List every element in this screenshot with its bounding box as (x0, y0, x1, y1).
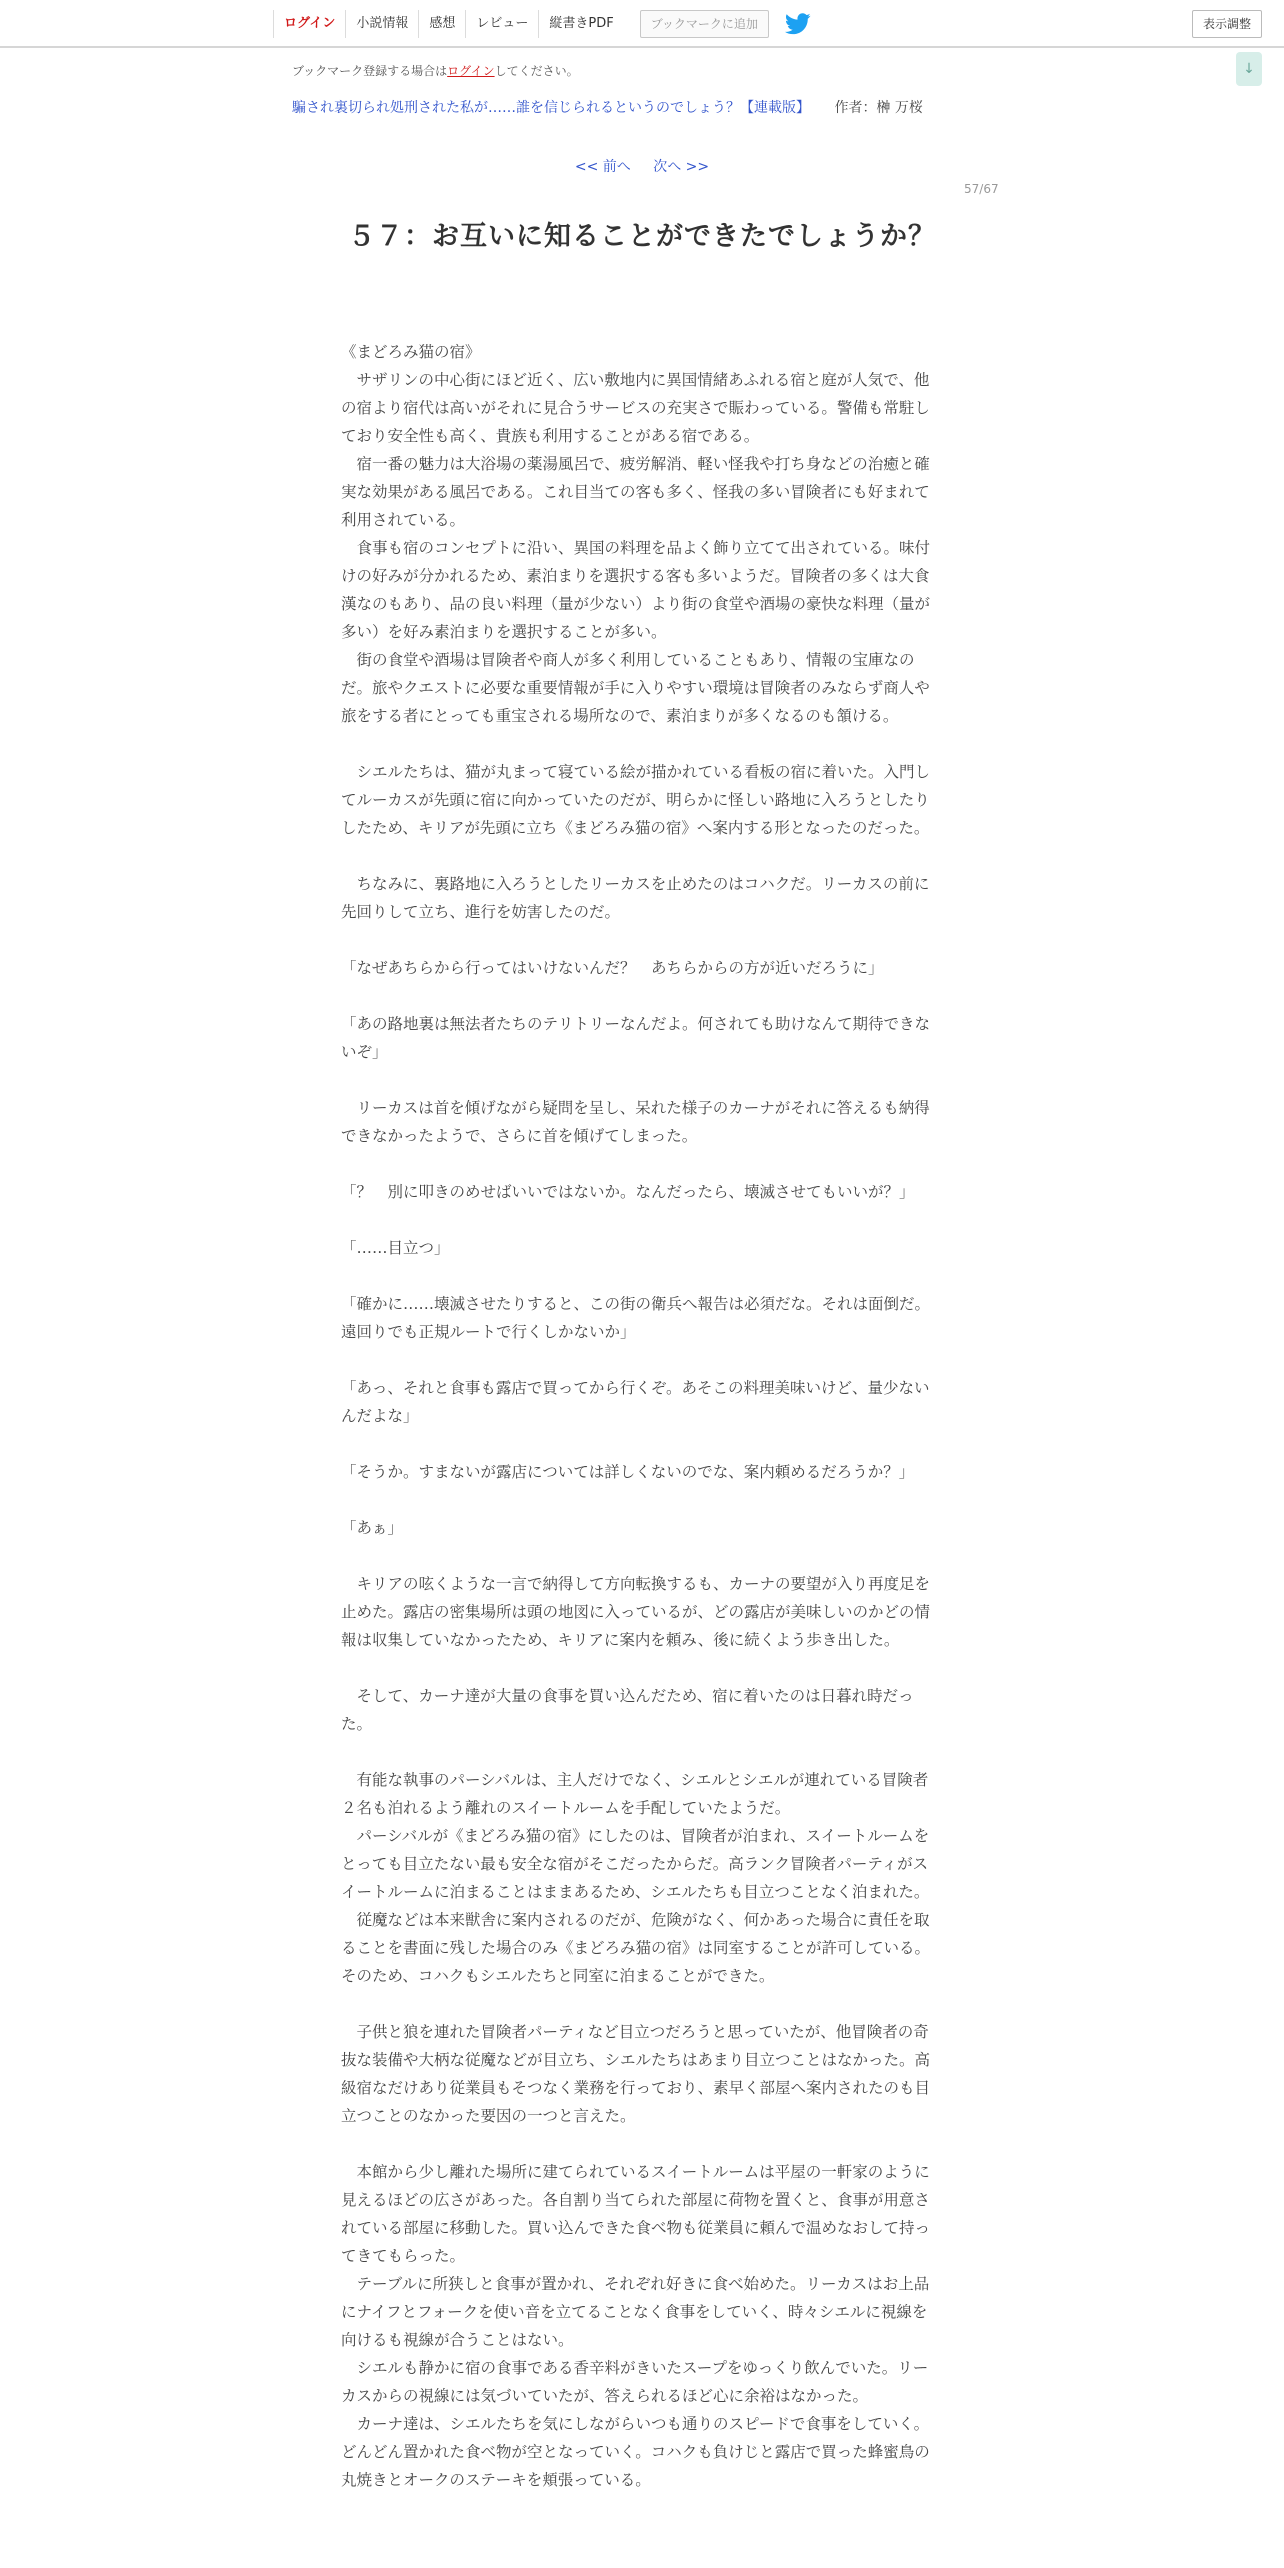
blank-line (341, 730, 941, 758)
notice-login-link[interactable]: ログイン (447, 64, 495, 78)
body-paragraph: シエルたちは、猫が丸まって寝ている絵が描かれている看板の宿に着いた。入門してルーカスが先頭に宿に向かっていたのだが、明らかに怪しい路地に入ろうとしたりしたため、キリアが先頭に立ち《まどろみ猫の宿》へ案内する形となったのだった。 (341, 763, 931, 837)
body-paragraph: キリアの呟くような一言で納得して方向転換するも、カーナの要望が入り再度足を止めた。露店の密集場所は頭の地図に入っているが、どの露店が美味しいのかどの情報は収集していなかったため、キリアに案内を頼み、後に続くよう歩き出した。 (341, 1575, 931, 1649)
author-name: 作者：榊 万桜 (834, 100, 923, 116)
body-paragraph: リーカスは首を傾げながら疑問を呈し、呆れた様子のカーナがそれに答えるも納得できなかったようで、さらに首を傾げてしまった。 (341, 1099, 930, 1145)
body-paragraph: 「そうか。すまないが露店については詳しくないのでな、案内頼めるだろうか？」 (341, 1463, 915, 1481)
body-paragraph: テーブルに所狭しと食事が置かれ、それぞれ好きに食べ始めた。リーカスはお上品にナイフとフォークを使い音を立てることなく食事をしていく、時々シエルに視線を向けるも視線が合うことはない。 (341, 2275, 930, 2349)
bookmark-notice (292, 62, 579, 79)
body-paragraph: 《まどろみ猫の宿》 (341, 343, 481, 361)
body-paragraph: 有能な執事のパーシバルは、主人だけでなく、シエルとシエルが連れている冒険者２名も泊れるよう離れのスイートルームを手配していたようだ。 (341, 1771, 929, 1817)
body-paragraph: ちなみに、裏路地に入ろうとしたリーカスを止めたのはコハクだ。リーカスの前に先回りして立ち、進行を妨害したのだ。 (341, 875, 930, 921)
nav-vertical-pdf[interactable]: 縦書きPDF (538, 10, 623, 38)
notice-text-after: してください。 (494, 64, 579, 78)
site-header (0, 0, 1284, 48)
work-title-link[interactable]: 騙され裏切られ処刑された私が……誰を信じられるというのでしょう？【連載版】 (292, 100, 810, 116)
body-paragraph: カーナ達は、シエルたちを気にしながらいつも通りのスピードで食事をしていく。どんどん置かれた食べ物が空となっていく。コハクも負けじと露店で買った蜂蜜鳥の丸焼きとオークのステーキを頬張っている。 (341, 2415, 930, 2489)
body-paragraph: 本館から少し離れた場所に建てられているスイートルームは平屋の一軒家のように見えるほどの広さがあった。各自割り当てられた部屋に荷物を置くと、食事が用意されている部屋に移動した。買い込んできた食べ物も従業員に頼んで温めなおして持ってきてもらった。 (341, 2163, 931, 2265)
next-chapter-link[interactable]: 次へ >> (653, 159, 710, 175)
nav-review[interactable]: レビュー (465, 10, 538, 38)
nav-novel-info[interactable]: 小説情報 (345, 10, 418, 38)
body-paragraph: 街の食堂や酒場は冒険者や商人が多く利用していることもあり、情報の宝庫なのだ。旅やクエストに必要な重要情報が手に入りやすい環境は冒険者のみならず商人や旅をする者にとっても重宝される場所なので、素泊まりが多くなるのも頷ける。 (341, 651, 930, 725)
blank-line (341, 2130, 941, 2158)
chapter-title: ５７：お互いに知ることができたでしょうか？ (348, 221, 936, 252)
display-settings-button[interactable]: 表示調整 (1192, 10, 1262, 38)
body-paragraph: 「あぁ」 (341, 1519, 403, 1537)
body-paragraph: 子供と狼を連れた冒険者パーティなど目立つだろうと思っていたが、他冒険者の奇抜な装備や大柄な従魔などが目立ち、シエルたちはあまり目立つことはなかった。高級宿なだけあり従業員もそつなく業務を行っており、素早く部屋へ案内されたのも目立つことのなかった要因の一つと言えた。 (341, 2023, 931, 2125)
novel-body (341, 338, 941, 2494)
blank-line (341, 1542, 941, 1570)
body-paragraph: 「確かに……壊滅させたりすると、この街の衛兵へ報告は必須だな。それは面倒だ。遠回りでも正規ルートで行くしかないか」 (341, 1295, 931, 1341)
work-info (292, 97, 992, 117)
blank-line (341, 1066, 941, 1094)
body-paragraph: 「？ 別に叩きのめせばいいではないか。なんだったら、壊滅させてもいいが？」 (341, 1183, 915, 1201)
body-paragraph: 食事も宿のコンセプトに沿い、異国の料理を品よく飾り立てて出されている。味付けの好みが分かれるため、素泊まりを選択する客も多いようだ。冒険者の多くは大食漢なのもあり、品の良い料理（量が少ない）より街の食堂や酒場の豪快な料理（量が多い）を好み素泊まりを選択することが多い。 (341, 539, 931, 641)
blank-line (341, 926, 941, 954)
blank-line (341, 1738, 941, 1766)
blank-line (341, 1990, 941, 2018)
blank-line (341, 1430, 941, 1458)
body-paragraph: 「なぜあちらから行ってはいけないんだ？ あちらからの方が近いだろうに」 (341, 959, 884, 977)
body-paragraph: 従魔などは本来獣舎に案内されるのだが、危険がなく、何かあった場合に責任を取ることを書面に残した場合のみ《まどろみ猫の宿》は同室することが許可している。そのため、コハクもシエルたちと同室に泊まることができた。 (341, 1911, 931, 1985)
body-paragraph: そして、カーナ達が大量の食事を買い込んだため、宿に着いたのは日暮れ時だった。 (341, 1687, 914, 1733)
chapter-pager (0, 156, 1284, 176)
body-paragraph: 「あっ、それと食事も露店で買ってから行くぞ。あそこの料理美味いけど、量少ないんだよな」 (341, 1379, 930, 1425)
blank-line (341, 1346, 941, 1374)
nav-login[interactable]: ログイン (273, 10, 345, 38)
body-paragraph: パーシバルが《まどろみ猫の宿》にしたのは、冒険者が泊まれ、スイートルームをとっても目立たない最も安全な宿がそこだったからだ。高ランク冒険者パーティがスイートルームに泊まることはままあるため、シエルたちも目立つことなく泊まれた。 (341, 1827, 930, 1901)
notice-text-before: ブックマーク登録する場合は (292, 64, 448, 78)
nav-impressions[interactable]: 感想 (418, 10, 465, 38)
scroll-down-button[interactable]: ↓ (1236, 52, 1262, 86)
prev-chapter-link[interactable]: << 前へ (574, 159, 631, 175)
blank-line (341, 982, 941, 1010)
body-paragraph: 「あの路地裏は無法者たちのテリトリーなんだよ。何されても助けなんて期待できないぞ」 (341, 1015, 931, 1061)
body-paragraph: サザリンの中心街にほど近く、広い敷地内に異国情緒あふれる宿と庭が人気で、他の宿より宿代は高いがそれに見合うサービスの充実さで賑わっている。警備も常駐しており安全性も高く、貴族も利用することがある宿である。 (341, 371, 930, 445)
body-paragraph: 宿一番の魅力は大浴場の薬湯風呂で、疲労解消、軽い怪我や打ち身などの治癒と確実な効果がある風呂である。これ目当ての客も多く、怪我の多い冒険者にも好まれて利用されている。 (341, 455, 930, 529)
blank-line (341, 1654, 941, 1682)
add-bookmark-button[interactable]: ブックマークに追加 (640, 10, 769, 38)
blank-line (341, 1486, 941, 1514)
blank-line (341, 1262, 941, 1290)
blank-line (341, 1150, 941, 1178)
page-number: 57/67 (964, 182, 999, 196)
top-nav (273, 9, 813, 39)
twitter-icon[interactable] (785, 12, 813, 36)
body-paragraph: 「……目立つ」 (341, 1239, 450, 1257)
blank-line (341, 1206, 941, 1234)
blank-line (341, 842, 941, 870)
body-paragraph: シエルも静かに宿の食事である香辛料がきいたスープをゆっくり飲んでいた。リーカスからの視線には気づいていたが、答えられるほど心に余裕はなかった。 (341, 2359, 929, 2405)
